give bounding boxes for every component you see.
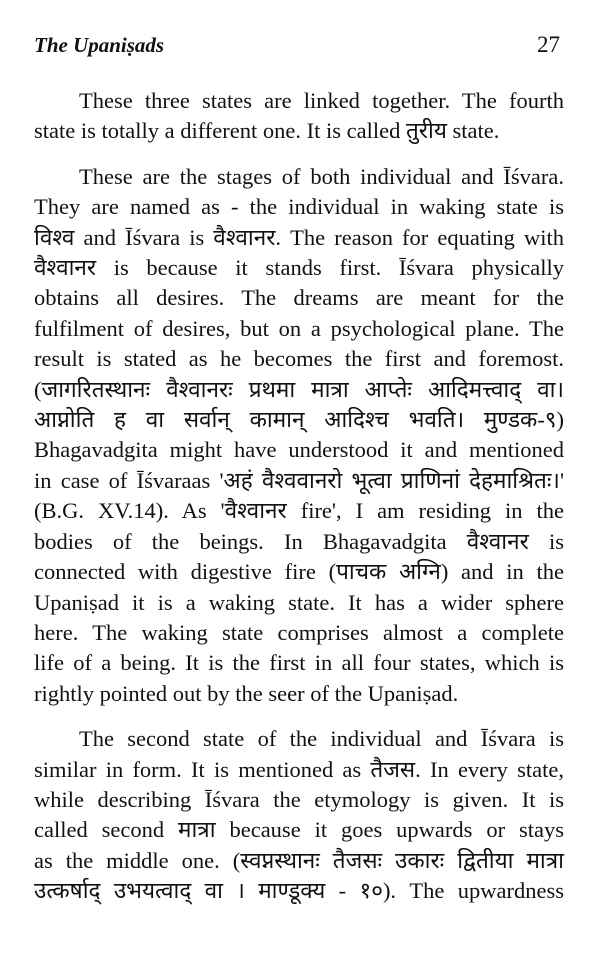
text-line: वैश्वानर is because it stands first. Īśvara physically (34, 255, 564, 281)
text-line: here. The waking state comprises almost a complete (34, 619, 564, 645)
text-line: life of a being. It is the first in all four states, which is (34, 650, 564, 676)
text-line: विश्व and Īśvara is वैश्वानर. The reason for equating with (34, 224, 564, 250)
text-line: Bhagavadgita might have understood it and mentioned (34, 437, 564, 463)
text-line: connected with digestive fire (पाचक अग्नि) and in the (34, 559, 564, 585)
text-line: in case of Īśvaraas 'अहं वैश्ववानरो भूत्वा प्राणिनां देहमाश्रितः।' (34, 467, 564, 493)
text-line: result is stated as he becomes the first and foremost. (34, 346, 564, 372)
text-line: These are the stages of both individual and Īśvara. (79, 163, 564, 189)
text-line: similar in form. It is mentioned as तैजस. In every state, (34, 756, 564, 782)
page-number: 27 (537, 32, 560, 57)
text-line: These three states are linked together. The fourth (79, 88, 564, 113)
text-line: called second मात्रा because it goes upwards or stays (34, 817, 564, 843)
text-line: state is totally a different one. It is called तुरीय state. (34, 118, 500, 144)
text-line: (जागरितस्थानः वैश्वानरः प्रथमा मात्रा आप्तेः आदिमत्त्वाद् वा। (34, 376, 564, 402)
text-line: The second state of the individual and Īśvara is (79, 726, 564, 752)
text-line: आप्नोति ह वा सर्वान् कामान् आदिश्च भवति। मुण्डक-९) (34, 407, 564, 433)
text-line: bodies of the beings. In Bhagavadgita वैश्वानर is (34, 528, 564, 554)
paragraph-3 (34, 724, 564, 906)
running-title: The Upaniṣads (34, 33, 165, 57)
text-line: They are named as - the individual in waking state is (34, 194, 564, 220)
text-line: rightly pointed out by the seer of the Upaniṣad. (34, 680, 459, 706)
text-line: fulfilment of desires, but on a psychological plane. The (34, 315, 564, 341)
paragraph-1 (34, 86, 564, 147)
text-line: Upaniṣad it is a waking state. It has a wider sphere (34, 589, 564, 615)
text-line: (B.G. XV.14). As 'वैश्वानर fire', I am residing in the (34, 498, 564, 524)
paragraph-2 (34, 162, 564, 709)
text-line: as the middle one. (स्वप्नस्थानः तैजसः उकारः द्वितीया मात्रा (34, 847, 564, 873)
text-line: उत्कर्षाद् उभयत्वाद् वा । माण्डूक्य - १०). The upwardness (34, 878, 564, 904)
text-line: while describing Īśvara the etymology is given. It is (34, 786, 564, 812)
body-text (34, 86, 564, 921)
text-line: obtains all desires. The dreams are meant for the (34, 285, 564, 311)
running-header (34, 32, 560, 62)
